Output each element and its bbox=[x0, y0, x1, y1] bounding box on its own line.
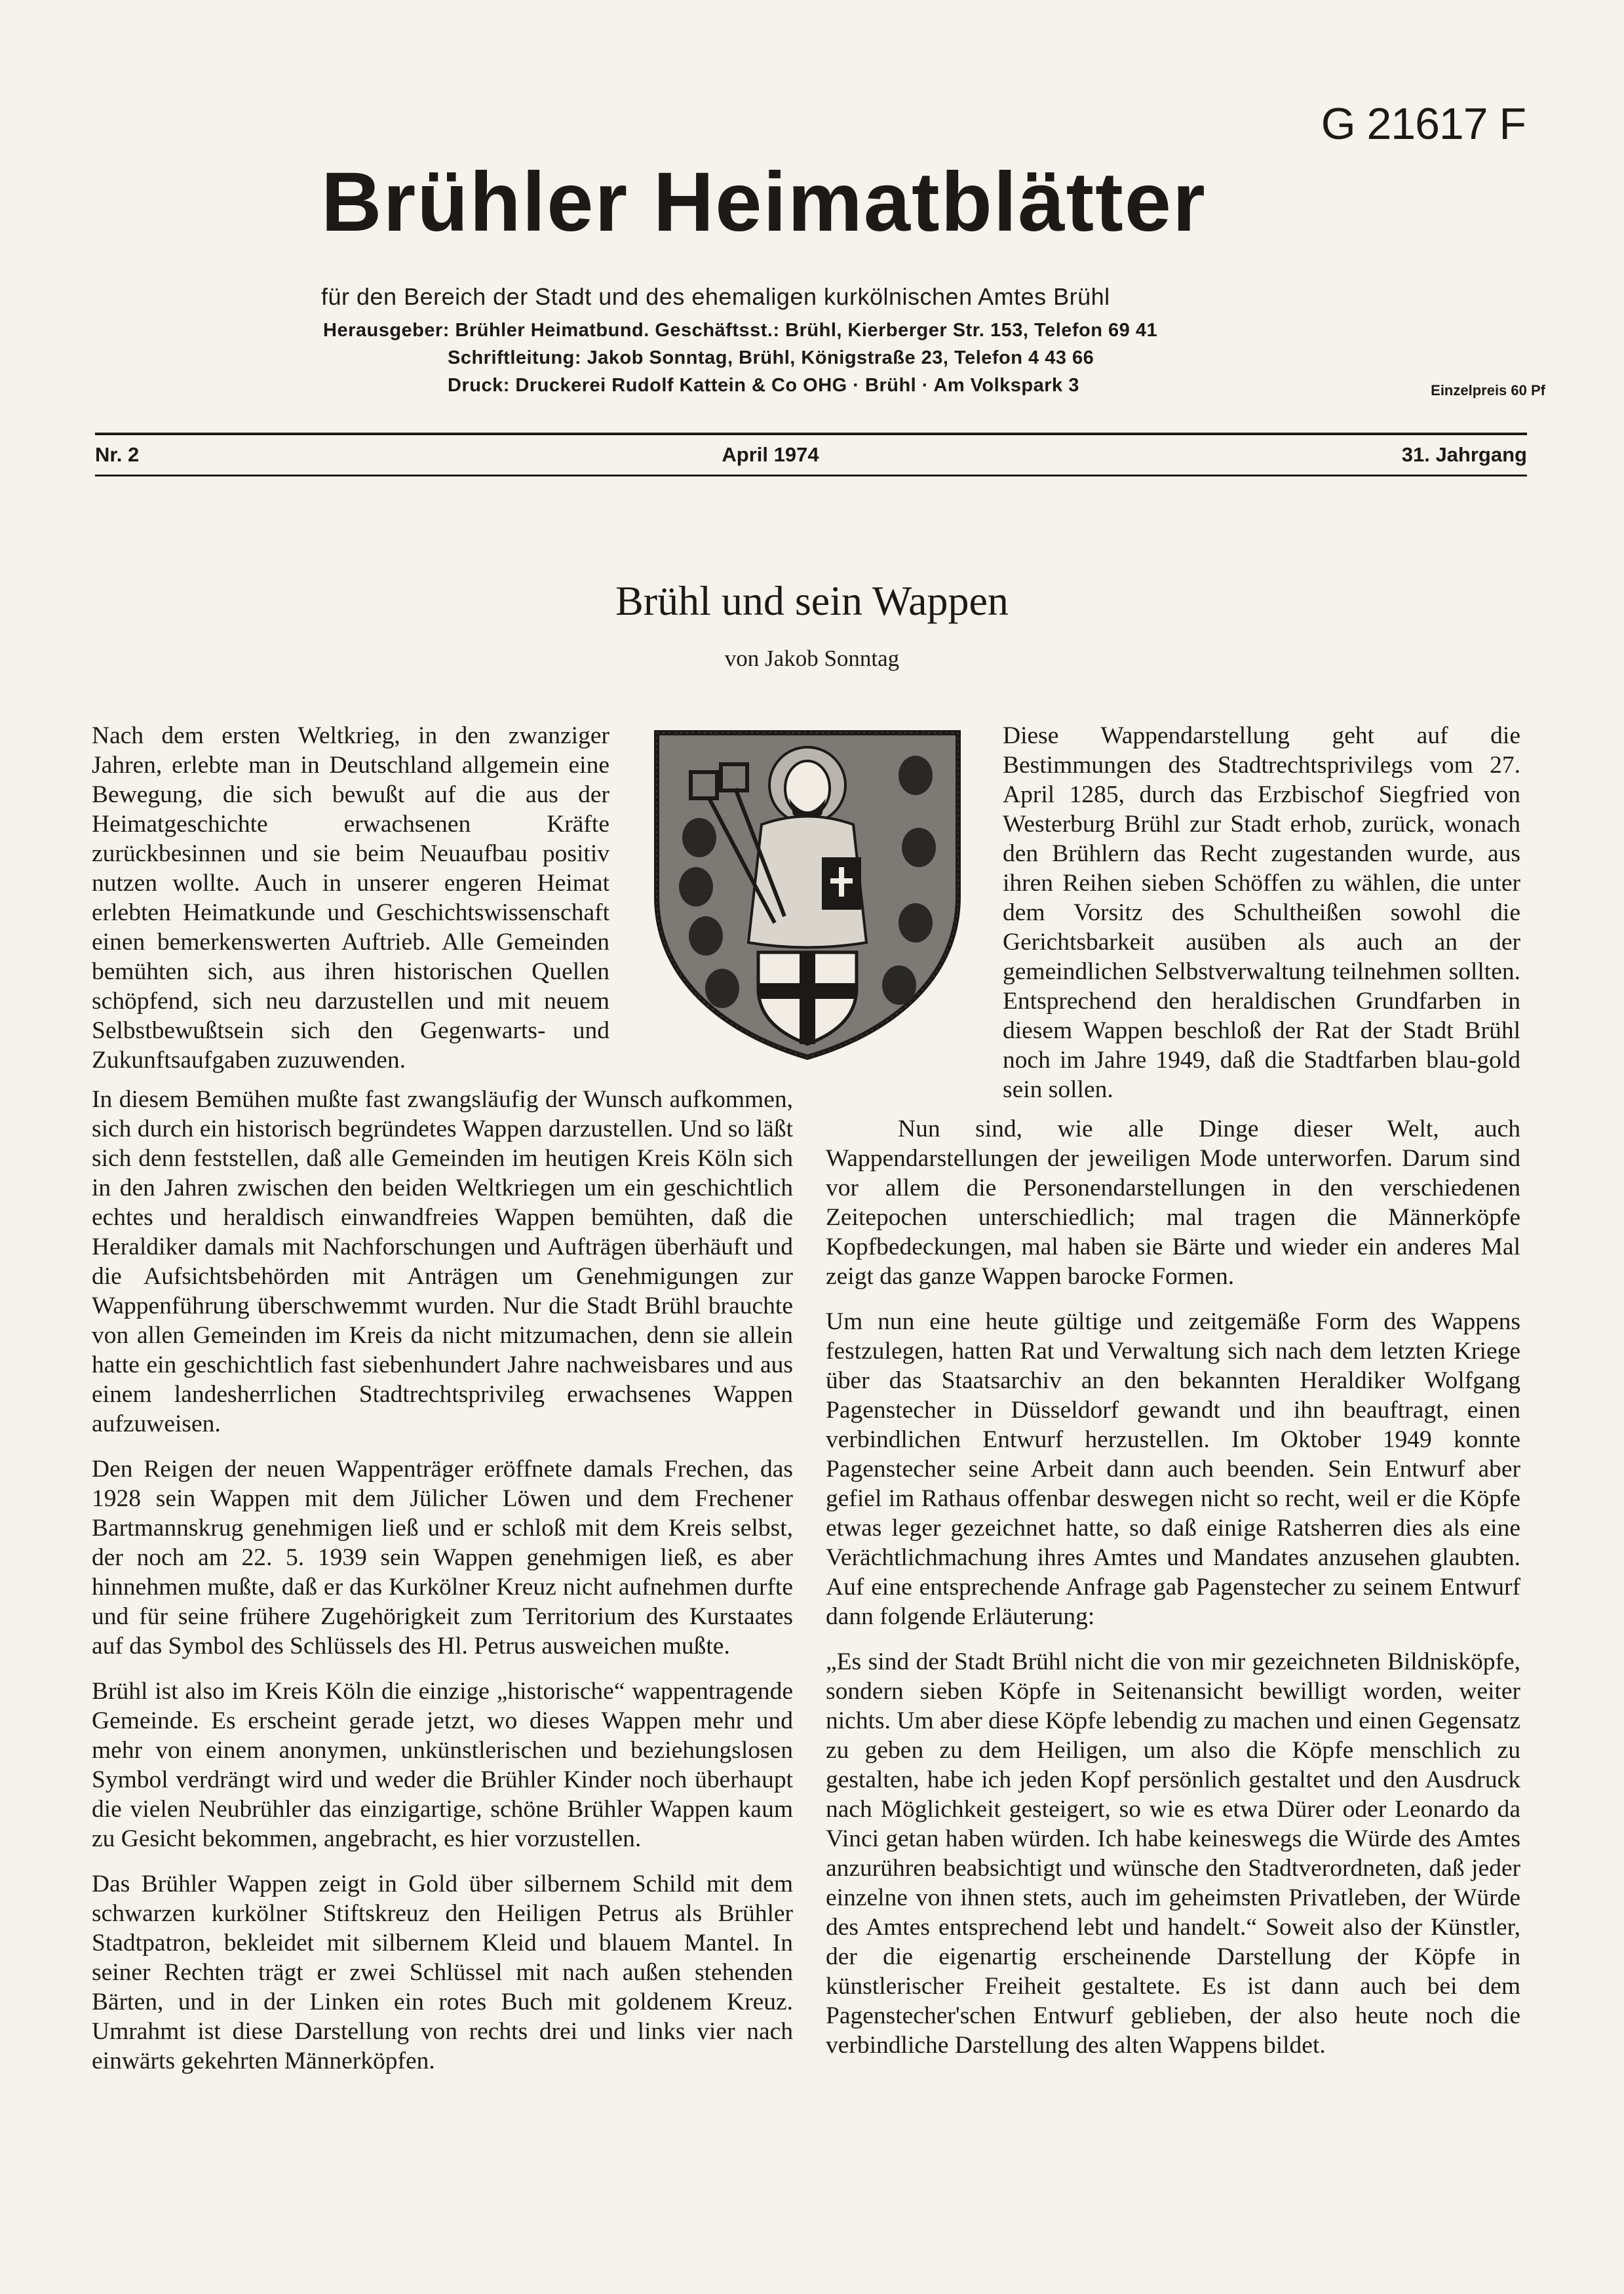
article-column-right bbox=[826, 1114, 1520, 2076]
paragraph: Das Brühler Wappen zeigt in Gold über silbernem Schild mit dem schwarzen kurkölner Stiftskreuz den Heiligen Petrus als Brühler Stadtpatron, bekleidet mit silbernem Kleid und blauem Mantel. In seiner Rechten trägt er zwei Schlüssel mit nach außen stehenden Bärten, und in der Linken ein rotes Buch mit goldenem Kreuz. Umrahmt ist diese Darstellung von rechts drei und links vier nach einwärts gekehrten Männerköpfen. bbox=[92, 1871, 793, 2074]
paragraph: Diese Wappendarstellung geht auf die Bestimmungen des Stadtrechtsprivilegs vom 27. April 1285, durch das Erzbischof Siegfried von Westerburg Brühl zur Stadt erhob, zurück, wonach den Brühlern das Recht zugestanden wurde, aus ihren Reihen sieben Schöffen zu wählen, die unter dem Vorsitz des Schultheißen sowohl die Gerichtsbarkeit ausüben als auch an der gemeindlichen Selbstverwaltung teilnehmen sollten. Entsprechend den heraldischen Grundfarben in diesem Wappen beschloß der Rat der Stadt Brühl noch im Jahre 1949, daß die Stadtfarben blau-gold sein sollen. bbox=[1003, 722, 1520, 1103]
postal-reference-number: G 21617 F bbox=[1321, 99, 1526, 149]
paragraph: Den Reigen der neuen Wappenträger eröffnete damals Frechen, das 1928 sein Wappen mit dem Jülicher Löwen und dem Frechener Bartmannskrug genehmigen ließ und er schloß mit dem Kreis selbst, der noch am 22. 5. 1939 sein Wappen genehmigen ließ, es aber hinnehmen mußte, daß er das Kurkölner Kreuz nicht aufnehmen durfte und für seine frühere Zugehörigkeit zum Territorium des Kurstaates auf das Symbol des Schlüssels des Hl. Petrus ausweichen mußte. bbox=[92, 1456, 793, 1660]
issue-volume: 31. Jahrgang bbox=[1401, 443, 1527, 466]
paragraph: Nun sind, wie alle Dinge dieser Welt, auch Wappendarstellungen der jeweiligen Mode unterworfen. Darum sind vor allem die Personendarstellungen in den verschiedenen Zeitepochen unterschiedlich; mal tragen die Männerköpfe Kopfbedeckungen, mal haben sie Bärte und wieder ein anderes Mal zeigt das ganze Wappen barocke Formen. bbox=[826, 1116, 1520, 1290]
paragraph: In diesem Bemühen mußte fast zwangsläufig der Wunsch aufkommen, sich durch ein historisch begründetes Wappen darzustellen. Und so läßt sich denn feststellen, daß alle Gemeinden im heutigen Kreis Köln sich in den Jahren zwischen den beiden Weltkriegen um ein geschichtlich echtes und heraldisch einwandfreies Wappen bemühten, daß die Heraldiker damals mit Nachforschungen und Aufträgen überhäuft und die Aufsichtsbehörden mit Anträgen um Genehmigungen zur Wappenführung überschwemmt wurden. Nur die Stadt Brühl brauchte von allen Gemeinden im Kreis da nicht mitzumachen, denn sie allein hatte ein geschichtlich fast siebenhundert Jahre nachweisbares und aus einem landesherrlichen Stadtrechtsprivileg erwachsenes Wappen aufzuweisen. bbox=[92, 1086, 793, 1437]
article-column-right-top bbox=[1003, 721, 1520, 1120]
publisher-line: Herausgeber: Brühler Heimatbund. Geschäftsst.: Brühl, Kierberger Str. 153, Telefon 69 41 bbox=[323, 320, 1158, 341]
issue-bar bbox=[95, 442, 1527, 468]
editor-line: Schriftleitung: Jakob Sonntag, Brühl, Königstraße 23, Telefon 4 43 66 bbox=[448, 347, 1094, 368]
article-author: von Jakob Sonntag bbox=[724, 646, 900, 671]
article-column-left-top bbox=[92, 721, 609, 1091]
issue-date: April 1974 bbox=[722, 443, 819, 466]
masthead-title: Brühler Heimatblätter bbox=[321, 155, 1207, 249]
printer-line: Druck: Druckerei Rudolf Kattein & Co OHG · Brühl · Am Volkspark 3 bbox=[448, 375, 1079, 396]
masthead-subtitle: für den Bereich der Stadt und des ehemaligen kurkölnischen Amtes Brühl bbox=[321, 283, 1110, 310]
paragraph: Um nun eine heute gültige und zeitgemäße Form des Wappens festzulegen, hatten Rat und Verwaltung sich nach dem letzten Kriege über das Staatsarchiv an den bekannten Heraldiker Wolfgang Pagenstecher in Düsseldorf gewandt und ihn beauftragt, einen verbindlichen Entwurf herzustellen. Im Oktober 1949 konnte Pagenstecher seine Arbeit dann auch beenden. Sein Entwurf aber gefiel im Rathaus offenbar deswegen nicht so recht, weil er die Köpfe etwas leger gezeichnet hatte, so daß einige Ratsherren dies als eine Verächtlichmachung ihres Amtes und Mandates anzusehen glaubten. Auf eine entsprechende Anfrage gab Pagenstecher zu seinem Entwurf dann folgende Erläuterung: bbox=[826, 1308, 1520, 1630]
single-price: Einzelpreis 60 Pf bbox=[1431, 382, 1545, 399]
paragraph: Nach dem ersten Weltkrieg, in den zwanziger Jahren, erlebte man in Deutschland allgemein eine Bewegung, die sich bewußt auf die aus der Heimatgeschichte erwachsenen Kräfte zurückbesinnen und sie beim Neuaufbau positiv nutzen wollte. Auch in unserer engeren Heimat erlebten Heimatkunde und Geschichtswissenschaft einen bemerkenswerten Auftrieb. Alle Gemeinden bemühten sich, aus ihren historischen Quellen schöpfend, sich neu darzustellen und mit neuem Selbstbewußtsein sich den Gegenwarts- und Zukunftsaufgaben zuzuwenden. bbox=[92, 722, 609, 1074]
article-column-left bbox=[92, 1085, 793, 2091]
coat-of-arms-icon bbox=[650, 726, 965, 1060]
paragraph: „Es sind der Stadt Brühl nicht die von mir gezeichneten Bildnisköpfe, sondern sieben Köpfe in Seitenansicht bewilligt worden, weiter nichts. Um aber diese Köpfe lebendig zu machen und einen Gegensatz zu geben zu dem Heiligen, um also die Köpfe menschlich zu gestalten, habe ich jeden Kopf persönlich gestaltet und den Ausdruck nach Möglichkeit gesteigert, so wie es etwa Dürer oder Leonardo da Vinci getan haben würden. Ich habe keineswegs die Würde des Amtes anzurühren beabsichtigt und wünsche den Stadtverordneten, daß jeder einzelne von ihnen stets, auch im geheimsten Privatleben, der Würde des Amtes entsprechend lebt und handelt.“ Soweit also der Künstler, der die eigenartig erscheinende Darstellung der Köpfe in künstlerischer Freiheit gestaltete. Es ist dann auch bei dem Pagenstecher'schen Entwurf geblieben, der also heute noch die verbindliche Darstellung des alten Wappens bildet. bbox=[826, 1648, 1520, 2059]
issue-number: Nr. 2 bbox=[95, 443, 140, 466]
paragraph: Brühl ist also im Kreis Köln die einzige „historische“ wappentragende Gemeinde. Es erscheint gerade jetzt, wo dieses Wappen mehr und mehr von einem anonymen, unkünstlerischen und beziehungslosen Symbol verdrängt wird und weder die Brühler Kinder noch überhaupt die vielen Neubrühler das einzigartige, schöne Brühler Wappen kaum zu Gesicht bekommen, angebracht, es hier vorzustellen. bbox=[92, 1678, 793, 1852]
divider-top bbox=[95, 433, 1527, 435]
divider-bottom bbox=[95, 475, 1527, 476]
article-title: Brühl und sein Wappen bbox=[615, 577, 1009, 624]
